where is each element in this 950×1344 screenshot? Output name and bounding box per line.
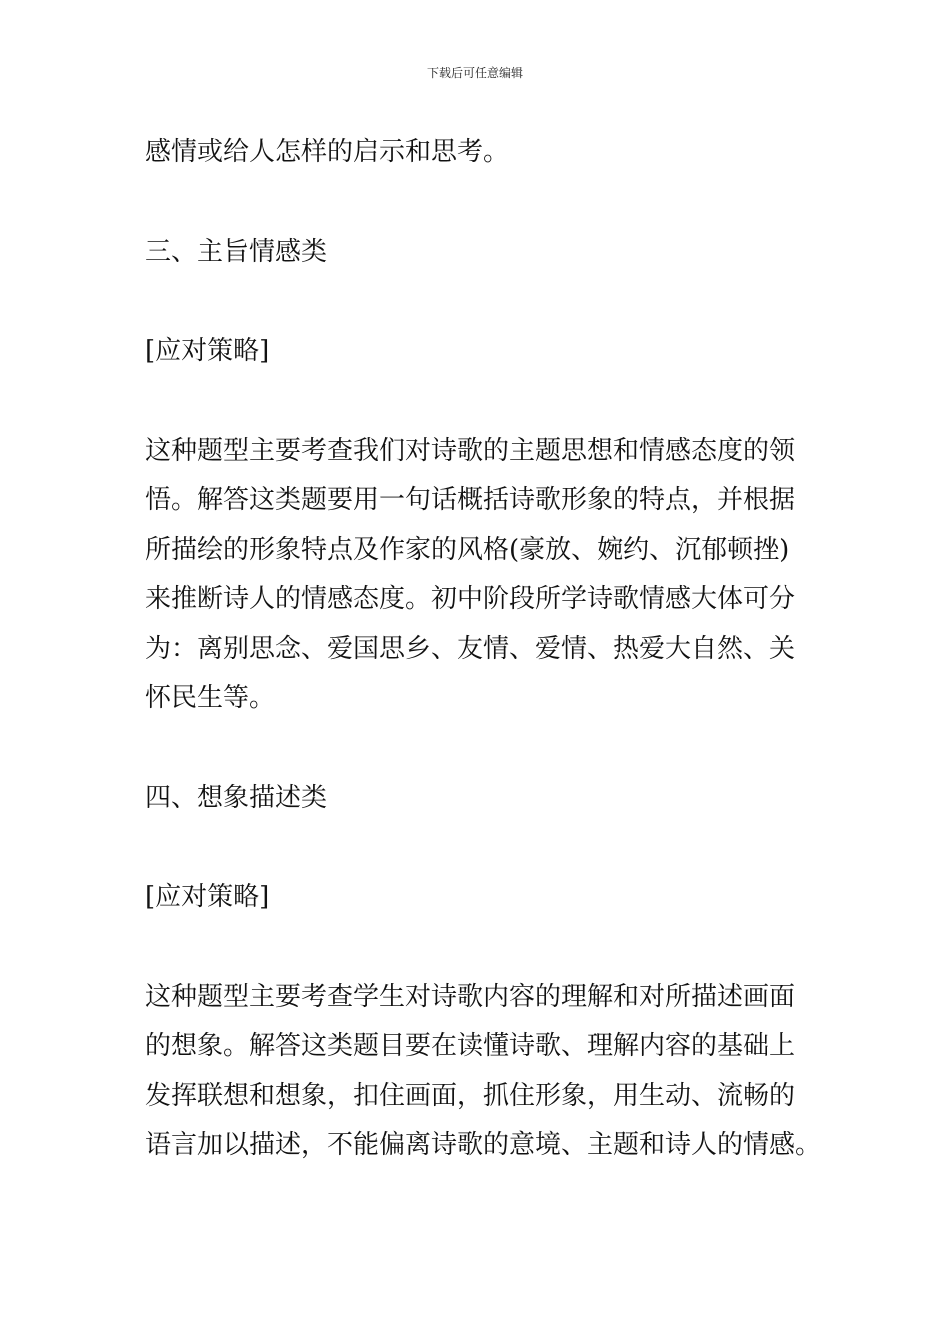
strategy-label [145, 327, 810, 377]
text-line: 为：离别思念、爱国思乡、友情、爱情、热爱大自然、关 [145, 633, 796, 664]
text-line: 的想象。解答这类题目要在读懂诗歌、理解内容的基础上 [145, 1031, 796, 1061]
text-line: 悟。解答这类题要用一句话概括诗歌形象的特点，并根据 [145, 485, 796, 515]
section-heading-imagination [145, 774, 810, 824]
document-body [145, 128, 822, 1171]
paragraph-continuation [145, 128, 810, 178]
text-line: 感情或给人怎样的启示和思考。 [145, 137, 510, 167]
text-line: 语言加以描述，不能偏离诗歌的意境、主题和诗人的情感。 [145, 1130, 822, 1160]
text-line: 这种题型主要考查我们对诗歌的主题思想和情感态度的领 [145, 435, 796, 466]
label-text: [应对策略] [145, 336, 270, 366]
paragraph-theme-emotion [145, 427, 810, 724]
strategy-label [145, 873, 810, 923]
text-line: 这种题型主要考查学生对诗歌内容的理解和对所描述画面 [145, 981, 796, 1012]
text-line: 来推断诗人的情感态度。初中阶段所学诗歌情感大体可分 [145, 584, 796, 614]
section-heading-theme-emotion [145, 228, 810, 278]
paragraph-imagination [145, 973, 822, 1171]
page-header: 下载后可任意编辑 [426, 66, 523, 80]
text-line: 怀民生等。 [145, 683, 276, 713]
label-text: [应对策略] [145, 882, 270, 912]
heading-text: 三、主旨情感类 [145, 236, 328, 267]
text-line: 所描绘的形象特点及作家的风格(豪放、婉约、沉郁顿挫) [145, 534, 790, 565]
heading-text: 四、想象描述类 [145, 782, 328, 813]
text-line: 发挥联想和想象，扣住画面，抓住形象，用生动、流畅的 [145, 1080, 796, 1111]
